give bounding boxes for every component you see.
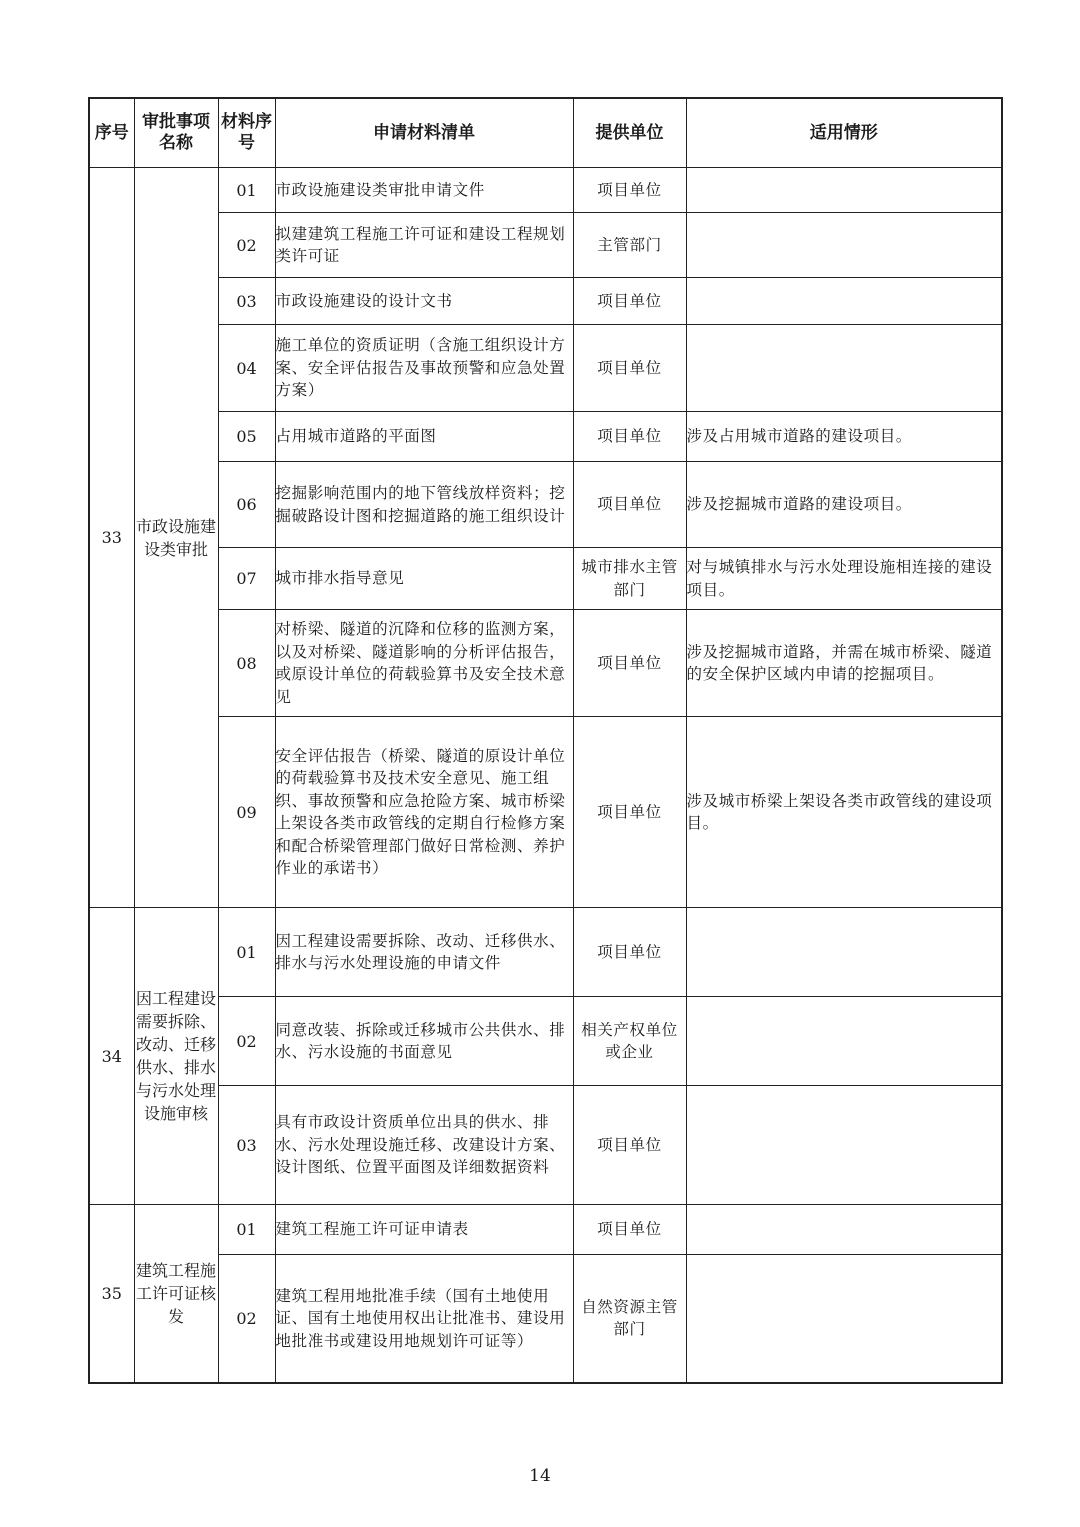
material-no: 03 bbox=[218, 278, 275, 325]
group-seq: 34 bbox=[89, 908, 134, 1205]
provider-text: 项目单位 bbox=[573, 412, 686, 462]
material-text: 同意改装、拆除或迁移城市公共供水、排水、污水设施的书面意见 bbox=[275, 997, 573, 1086]
provider-text: 项目单位 bbox=[573, 278, 686, 325]
material-no: 06 bbox=[218, 462, 275, 548]
material-no: 03 bbox=[218, 1086, 275, 1205]
table-row bbox=[89, 168, 1002, 213]
table-row bbox=[89, 325, 1002, 412]
material-text: 对桥梁、隧道的沉降和位移的监测方案，以及对桥梁、隧道影响的分析评估报告，或原设计单位的荷载验算书及安全技术意见 bbox=[275, 610, 573, 717]
material-no: 09 bbox=[218, 717, 275, 908]
situation-text bbox=[686, 1205, 1002, 1255]
material-no: 08 bbox=[218, 610, 275, 717]
table-row bbox=[89, 278, 1002, 325]
provider-text: 项目单位 bbox=[573, 908, 686, 997]
material-no: 02 bbox=[218, 1255, 275, 1383]
provider-text: 项目单位 bbox=[573, 1205, 686, 1255]
situation-text: 涉及挖掘城市道路，并需在城市桥梁、隧道的安全保护区域内申请的挖掘项目。 bbox=[686, 610, 1002, 717]
table-row bbox=[89, 548, 1002, 610]
table-row bbox=[89, 1205, 1002, 1255]
group-name: 市政设施建设类审批 bbox=[134, 168, 218, 908]
material-text: 建筑工程用地批准手续（国有土地使用证、国有土地使用权出让批准书、建设用地批准书或建设用地规划许可证等） bbox=[275, 1255, 573, 1383]
material-text: 施工单位的资质证明（含施工组织设计方案、安全评估报告及事故预警和应急处置方案） bbox=[275, 325, 573, 412]
provider-text: 项目单位 bbox=[573, 325, 686, 412]
situation-text: 对与城镇排水与污水处理设施相连接的建设项目。 bbox=[686, 548, 1002, 610]
group-seq: 33 bbox=[89, 168, 134, 908]
table-row bbox=[89, 462, 1002, 548]
table-row bbox=[89, 997, 1002, 1086]
material-text: 市政设施建设的设计文书 bbox=[275, 278, 573, 325]
table-row bbox=[89, 1255, 1002, 1383]
header-item-name: 审批事项名称 bbox=[134, 98, 218, 168]
provider-text: 项目单位 bbox=[573, 717, 686, 908]
material-text: 具有市政设计资质单位出具的供水、排水、污水处理设施迁移、改建设计方案、设计图纸、位置平面图及详细数据资料 bbox=[275, 1086, 573, 1205]
situation-text bbox=[686, 213, 1002, 278]
situation-text bbox=[686, 325, 1002, 412]
provider-text: 项目单位 bbox=[573, 1086, 686, 1205]
situation-text bbox=[686, 278, 1002, 325]
table-row bbox=[89, 717, 1002, 908]
group-name: 因工程建设需要拆除、改动、迁移供水、排水与污水处理设施审核 bbox=[134, 908, 218, 1205]
table-row bbox=[89, 412, 1002, 462]
situation-text: 涉及占用城市道路的建设项目。 bbox=[686, 412, 1002, 462]
header-provider: 提供单位 bbox=[573, 98, 686, 168]
header-material-seq: 材料序号 bbox=[218, 98, 275, 168]
material-no: 05 bbox=[218, 412, 275, 462]
material-no: 01 bbox=[218, 908, 275, 997]
page-number: 14 bbox=[529, 1466, 551, 1486]
provider-text: 主管部门 bbox=[573, 213, 686, 278]
material-no: 01 bbox=[218, 168, 275, 213]
group-name: 建筑工程施工许可证核发 bbox=[134, 1205, 218, 1383]
approval-materials-table bbox=[88, 97, 1003, 1384]
situation-text: 涉及挖掘城市道路的建设项目。 bbox=[686, 462, 1002, 548]
material-text: 拟建建筑工程施工许可证和建设工程规划类许可证 bbox=[275, 213, 573, 278]
group-seq: 35 bbox=[89, 1205, 134, 1383]
material-text: 市政设施建设类审批申请文件 bbox=[275, 168, 573, 213]
provider-text: 自然资源主管部门 bbox=[573, 1255, 686, 1383]
material-text: 因工程建设需要拆除、改动、迁移供水、排水与污水处理设施的申请文件 bbox=[275, 908, 573, 997]
table-row bbox=[89, 1086, 1002, 1205]
material-no: 02 bbox=[218, 213, 275, 278]
material-text: 城市排水指导意见 bbox=[275, 548, 573, 610]
table-row bbox=[89, 610, 1002, 717]
header-materials: 申请材料清单 bbox=[275, 98, 573, 168]
material-no: 01 bbox=[218, 1205, 275, 1255]
table-row bbox=[89, 908, 1002, 997]
provider-text: 项目单位 bbox=[573, 168, 686, 213]
provider-text: 项目单位 bbox=[573, 462, 686, 548]
situation-text bbox=[686, 997, 1002, 1086]
material-text: 建筑工程施工许可证申请表 bbox=[275, 1205, 573, 1255]
situation-text: 涉及城市桥梁上架设各类市政管线的建设项目。 bbox=[686, 717, 1002, 908]
header-seq: 序号 bbox=[89, 98, 134, 168]
header-situation: 适用情形 bbox=[686, 98, 1002, 168]
material-no: 07 bbox=[218, 548, 275, 610]
header-row bbox=[89, 98, 1002, 168]
material-no: 04 bbox=[218, 325, 275, 412]
situation-text bbox=[686, 908, 1002, 997]
situation-text bbox=[686, 1255, 1002, 1383]
provider-text: 项目单位 bbox=[573, 610, 686, 717]
material-text: 占用城市道路的平面图 bbox=[275, 412, 573, 462]
table-row bbox=[89, 213, 1002, 278]
material-no: 02 bbox=[218, 997, 275, 1086]
provider-text: 城市排水主管部门 bbox=[573, 548, 686, 610]
material-text: 安全评估报告（桥梁、隧道的原设计单位的荷载验算书及技术安全意见、施工组织、事故预警和应急抢险方案、城市桥梁上架设各类市政管线的定期自行检修方案和配合桥梁管理部门做好日常检测、养护作业的承诺书） bbox=[275, 717, 573, 908]
provider-text: 相关产权单位或企业 bbox=[573, 997, 686, 1086]
situation-text bbox=[686, 1086, 1002, 1205]
material-text: 挖掘影响范围内的地下管线放样资料；挖掘破路设计图和挖掘道路的施工组织设计 bbox=[275, 462, 573, 548]
situation-text bbox=[686, 168, 1002, 213]
